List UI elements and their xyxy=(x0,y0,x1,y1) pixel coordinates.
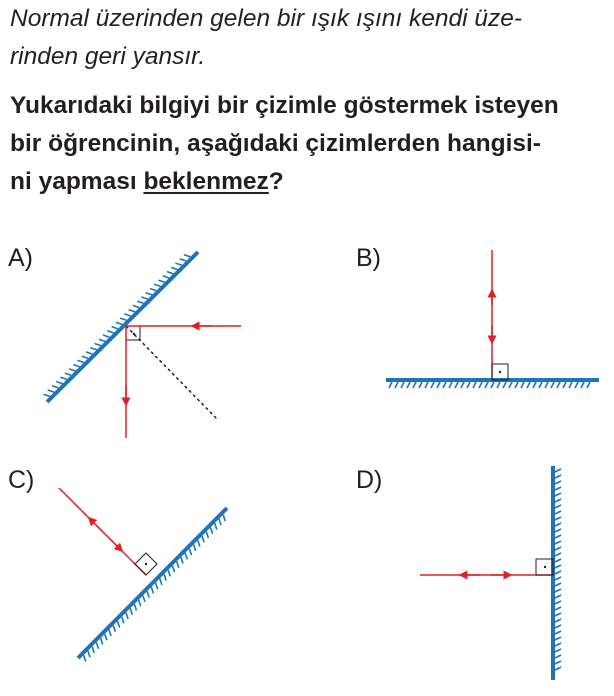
mirror-hatch-mark xyxy=(168,570,170,576)
mirror-hatch-mark xyxy=(129,310,135,312)
mirror-hatch-mark xyxy=(533,382,536,388)
mirror-hatch-mark xyxy=(96,642,98,648)
mirror-hatch-mark xyxy=(425,382,428,388)
mirror-hatch-mark xyxy=(555,583,561,586)
mirror-hatch-mark xyxy=(215,523,217,529)
mirror-hatch-mark xyxy=(555,499,561,502)
mirror-hatch-mark xyxy=(116,322,122,324)
option-b-diagram[interactable] xyxy=(386,250,599,388)
mirror-hatch-mark xyxy=(555,547,561,550)
mirror-hatch-mark xyxy=(198,540,200,546)
mirror-hatch-mark xyxy=(118,621,120,627)
mirror-hatch-mark xyxy=(84,655,86,661)
mirror-hatch-mark xyxy=(194,545,196,551)
mirror-hatch-mark xyxy=(521,382,524,388)
mirror-hatch-mark xyxy=(555,565,561,568)
mirror-hatch-mark xyxy=(455,382,458,388)
mirror-hatch-mark xyxy=(141,297,147,299)
mirror-hatch-mark xyxy=(555,511,561,514)
mirror-hatch-mark xyxy=(164,574,166,580)
mirror-hatch-mark xyxy=(175,263,181,265)
mirror-hatch-mark xyxy=(575,382,578,388)
mirror-hatch-mark xyxy=(555,517,561,520)
mirror-hatch-mark xyxy=(86,352,92,354)
mirror-hatch-mark xyxy=(95,344,101,346)
mirror-hatch-mark xyxy=(467,382,470,388)
mirror-hatch-mark xyxy=(90,348,96,350)
mirror-hatch-mark xyxy=(206,532,208,538)
mirror-hatch-mark xyxy=(555,667,561,670)
option-a-diagram[interactable] xyxy=(44,252,242,438)
mirror-hatch-mark xyxy=(92,647,94,653)
mirror-hatch-mark xyxy=(177,562,179,568)
mirror-hatch-mark xyxy=(555,469,561,472)
option-b-label[interactable]: B) xyxy=(356,244,381,272)
mirror-hatch-mark xyxy=(171,267,177,269)
question-line-3-prefix: ni yapması xyxy=(10,168,144,195)
mirror-hatch-mark xyxy=(61,377,67,379)
option-c-diagram[interactable] xyxy=(59,488,227,662)
mirror-hatch-mark xyxy=(555,631,561,634)
mirror-hatch-mark xyxy=(555,661,561,664)
mirror-hatch-mark xyxy=(491,382,494,388)
mirror-hatch-mark xyxy=(545,382,548,388)
mirror-hatch-mark xyxy=(69,369,75,371)
mirror-hatch-mark xyxy=(185,553,187,559)
mirror-hatch-mark xyxy=(419,382,422,388)
mirror-hatch-mark xyxy=(555,649,561,652)
option-b-mirror-hatch xyxy=(389,382,590,388)
mirror-hatch-mark xyxy=(555,481,561,484)
option-a-mirror xyxy=(47,252,198,402)
mirror-hatch-mark xyxy=(555,655,561,658)
mirror-hatch-mark xyxy=(555,613,561,616)
mirror-hatch-mark xyxy=(449,382,452,388)
mirror-hatch-mark xyxy=(551,382,554,388)
mirror-hatch-mark xyxy=(431,382,434,388)
mirror-hatch-mark xyxy=(555,487,561,490)
mirror-hatch-mark xyxy=(437,382,440,388)
question-line-2: bir öğrencinin, aşağıdaki çizimlerden hangisi- xyxy=(10,130,541,157)
mirror-hatch-mark xyxy=(146,293,152,295)
mirror-hatch-mark xyxy=(563,382,566,388)
mirror-hatch-mark xyxy=(163,276,169,278)
mirror-hatch-mark xyxy=(147,591,149,597)
mirror-hatch-mark xyxy=(555,493,561,496)
mirror-hatch-mark xyxy=(202,536,204,542)
option-c-label[interactable]: C) xyxy=(8,466,35,494)
mirror-hatch-mark xyxy=(527,382,530,388)
mirror-hatch-mark xyxy=(120,318,126,320)
mirror-hatch-mark xyxy=(555,619,561,622)
mirror-hatch-mark xyxy=(122,617,124,623)
mirror-hatch-mark xyxy=(219,519,221,525)
mirror-hatch-mark xyxy=(158,280,164,282)
mirror-hatch-mark xyxy=(569,382,572,388)
mirror-hatch-mark xyxy=(479,382,482,388)
mirror-hatch-mark xyxy=(167,272,173,274)
mirror-hatch-mark xyxy=(413,382,416,388)
mirror-hatch-mark xyxy=(555,607,561,610)
mirror-hatch-mark xyxy=(389,382,392,388)
mirror-hatch-mark xyxy=(557,382,560,388)
mirror-hatch-mark xyxy=(555,559,561,562)
mirror-hatch-mark xyxy=(555,589,561,592)
mirror-hatch-mark xyxy=(52,386,58,388)
mirror-hatch-mark xyxy=(109,630,111,636)
question-emphasis: beklenmez xyxy=(143,168,269,195)
option-c-mirror xyxy=(78,508,227,658)
mirror-hatch-mark xyxy=(82,356,88,358)
mirror-hatch-mark xyxy=(154,284,160,286)
mirror-hatch-mark xyxy=(211,528,213,534)
mirror-hatch-mark xyxy=(515,382,518,388)
option-d-diagram[interactable] xyxy=(420,466,561,680)
option-c-right-angle-dot xyxy=(145,563,147,565)
mirror-hatch-mark xyxy=(555,625,561,628)
mirror-hatch-mark xyxy=(172,566,174,572)
mirror-hatch-mark xyxy=(555,505,561,508)
mirror-hatch-mark xyxy=(143,596,145,602)
mirror-hatch-mark xyxy=(130,608,132,614)
mirror-hatch-mark xyxy=(56,382,62,384)
mirror-hatch-mark xyxy=(139,600,141,606)
mirror-hatch-mark xyxy=(126,613,128,619)
mirror-hatch-mark xyxy=(156,583,158,589)
mirror-hatch-mark xyxy=(88,651,90,657)
mirror-hatch-mark xyxy=(101,638,103,644)
mirror-hatch-mark xyxy=(107,331,113,333)
mirror-hatch-mark xyxy=(497,382,500,388)
mirror-hatch-mark xyxy=(555,523,561,526)
mirror-hatch-mark xyxy=(113,625,115,631)
mirror-hatch-mark xyxy=(160,579,162,585)
mirror-hatch-mark xyxy=(395,382,398,388)
mirror-hatch-mark xyxy=(150,289,156,291)
option-a-right-angle-dot xyxy=(133,333,135,335)
mirror-hatch-mark xyxy=(443,382,446,388)
mirror-hatch-mark xyxy=(137,301,143,303)
mirror-hatch-mark xyxy=(503,382,506,388)
mirror-hatch-mark xyxy=(78,360,84,362)
option-d-mirror-hatch xyxy=(555,469,561,670)
statement-line-1: Normal üzerinden gelen bir ışık ışını kendi üze- xyxy=(10,5,523,32)
mirror-hatch-mark xyxy=(184,255,190,257)
option-c-ray-arrow-in xyxy=(110,539,120,549)
option-a-label[interactable]: A) xyxy=(8,244,33,272)
mirror-hatch-mark xyxy=(555,577,561,580)
mirror-hatch-mark xyxy=(509,382,512,388)
mirror-hatch-mark xyxy=(189,549,191,555)
mirror-hatch-mark xyxy=(555,475,561,478)
mirror-hatch-mark xyxy=(401,382,404,388)
mirror-hatch-mark xyxy=(555,643,561,646)
option-c-ray-arrow-out xyxy=(91,520,101,530)
mirror-hatch-mark xyxy=(73,365,79,367)
mirror-hatch-mark xyxy=(587,382,590,388)
option-c-ray xyxy=(59,488,146,575)
mirror-hatch-mark xyxy=(555,595,561,598)
mirror-hatch-mark xyxy=(223,515,225,521)
mirror-hatch-mark xyxy=(99,339,105,341)
option-b-right-angle-dot xyxy=(499,371,501,373)
mirror-hatch-mark xyxy=(555,529,561,532)
mirror-hatch-mark xyxy=(151,587,153,593)
mirror-hatch-mark xyxy=(134,604,136,610)
mirror-hatch-mark xyxy=(555,601,561,604)
mirror-hatch-mark xyxy=(581,382,584,388)
mirror-hatch-mark xyxy=(133,305,139,307)
question-line-3-suffix: ? xyxy=(268,168,284,195)
mirror-hatch-mark xyxy=(180,259,186,261)
mirror-hatch-mark xyxy=(485,382,488,388)
mirror-hatch-mark xyxy=(539,382,542,388)
mirror-hatch-mark xyxy=(48,390,54,392)
mirror-hatch-mark xyxy=(124,314,130,316)
option-d-label[interactable]: D) xyxy=(356,466,383,494)
mirror-hatch-mark xyxy=(555,535,561,538)
mirror-hatch-mark xyxy=(555,553,561,556)
mirror-hatch-mark xyxy=(555,571,561,574)
mirror-hatch-mark xyxy=(555,541,561,544)
mirror-hatch-mark xyxy=(105,634,107,640)
mirror-hatch-mark xyxy=(103,335,109,337)
mirror-hatch-mark xyxy=(65,373,71,375)
mirror-hatch-mark xyxy=(44,394,50,396)
mirror-hatch-mark xyxy=(112,327,118,329)
mirror-hatch-mark xyxy=(473,382,476,388)
mirror-hatch-mark xyxy=(461,382,464,388)
mirror-hatch-mark xyxy=(555,637,561,640)
statement-line-2: rinden geri yansır. xyxy=(10,43,206,70)
mirror-hatch-mark xyxy=(181,557,183,563)
option-d-right-angle-dot xyxy=(544,566,546,568)
question-line-1: Yukarıdaki bilgiyi bir çizimle göstermek isteyen xyxy=(10,92,559,119)
option-c-mirror-hatch xyxy=(84,515,226,662)
mirror-hatch-mark xyxy=(407,382,410,388)
